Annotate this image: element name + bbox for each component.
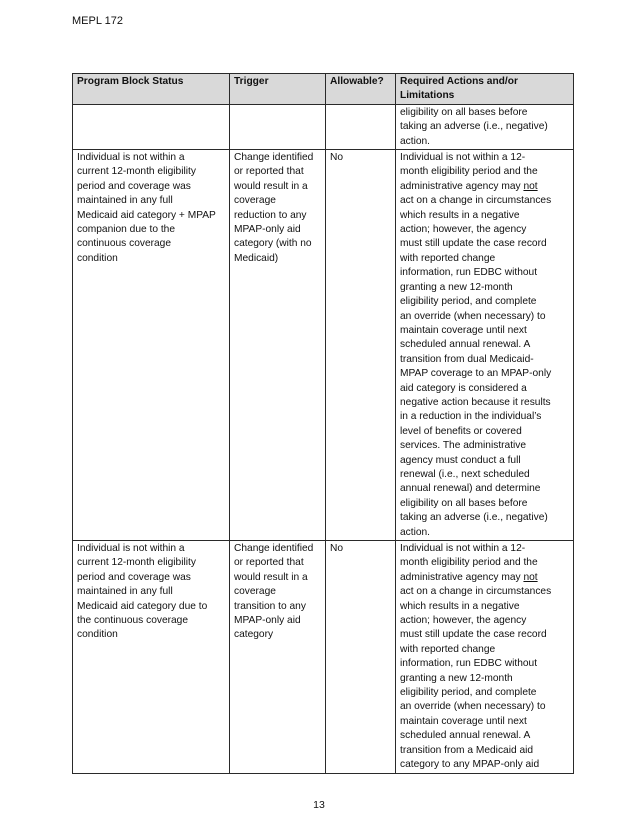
header-program-block-status: Program Block Status bbox=[73, 74, 230, 105]
header-trigger: Trigger bbox=[230, 74, 326, 105]
table-header-row bbox=[73, 74, 574, 105]
cell-status: Individual is not within a current 12-month eligibility period and coverage was maintained in any full Medicaid aid category due to the continuous coverage condition bbox=[73, 541, 230, 774]
header-required-actions: Required Actions and/or Limitations bbox=[396, 74, 574, 105]
table-row bbox=[73, 150, 574, 541]
document-header: MEPL 172 bbox=[72, 15, 123, 27]
cell-status: Individual is not within a current 12-month eligibility period and coverage was maintained in any full Medicaid aid category + MPAP companion due to the continuous coverage condition bbox=[73, 150, 230, 541]
cell-actions: Individual is not within a 12- month eligibility period and the administrative agency may not act on a change in circumstances which results in a negative action; however, the agency must still update the case record with reported change information, run EDBC without granting a new 12-month eligibility period, and complete an override (when necessary) to maintain coverage until next scheduled annual renewal. A transition from a Medicaid aid category to any MPAP-only aid bbox=[396, 541, 574, 774]
cell-allowable bbox=[326, 104, 396, 149]
cell-allowable: No bbox=[326, 541, 396, 774]
cell-actions: Individual is not within a 12- month eligibility period and the administrative agency may not act on a change in circumstances which results in a negative action; however, the agency must still update the case record with reported change information, run EDBC without granting a new 12-month eligibility period, and complete an override (when necessary) to maintain coverage until next scheduled annual renewal. A transition from dual Medicaid- MPAP coverage to an MPAP-only aid category is considered a negative action because it results in a reduction in the individual’s level of benefits or covered services. The administrative agency must conduct a full renewal (i.e., next scheduled annual renewal) and determine eligibility on all bases before taking an adverse (i.e., negative) action. bbox=[396, 150, 574, 541]
page-number: 13 bbox=[313, 799, 325, 811]
cell-allowable: No bbox=[326, 150, 396, 541]
cell-status bbox=[73, 104, 230, 149]
table-row bbox=[73, 541, 574, 774]
emphasis-not: not bbox=[523, 571, 538, 583]
cell-trigger: Change identified or reported that would result in a coverage reduction to any MPAP-only aid category (with no Medicaid) bbox=[230, 150, 326, 541]
requirements-table bbox=[72, 73, 574, 774]
cell-actions: eligibility on all bases before taking an adverse (i.e., negative) action. bbox=[396, 104, 574, 149]
cell-trigger: Change identified or reported that would result in a coverage transition to any MPAP-only aid category bbox=[230, 541, 326, 774]
emphasis-not: not bbox=[523, 180, 538, 192]
cell-trigger bbox=[230, 104, 326, 149]
table-row-continuation bbox=[73, 104, 574, 149]
header-allowable: Allowable? bbox=[326, 74, 396, 105]
